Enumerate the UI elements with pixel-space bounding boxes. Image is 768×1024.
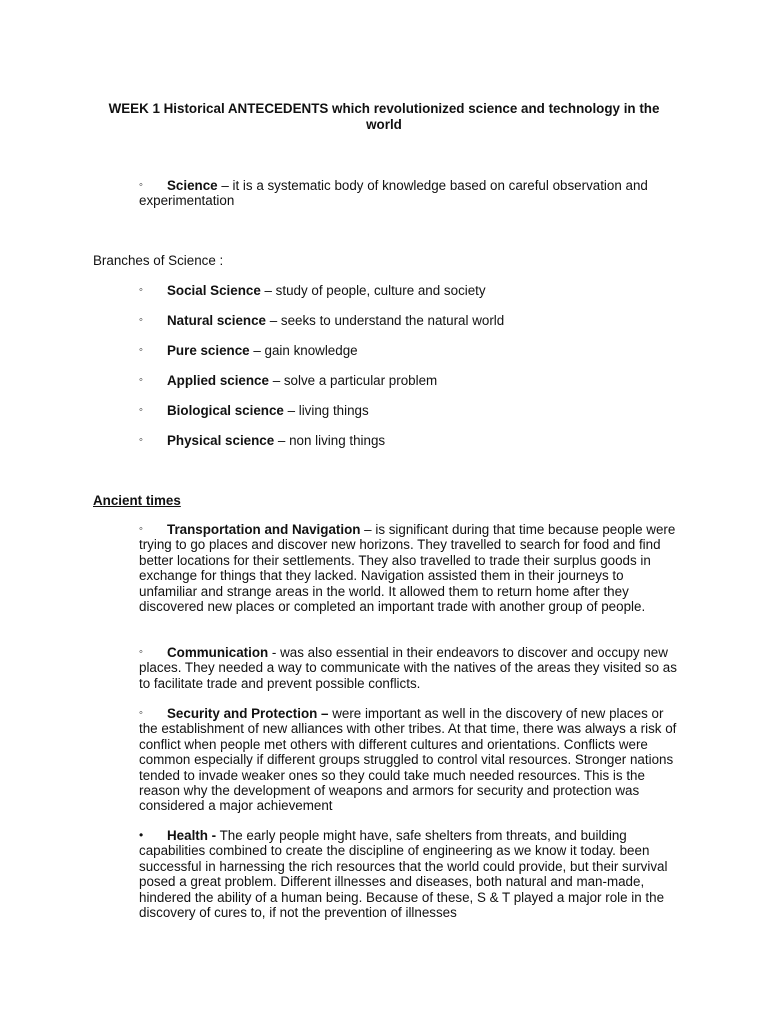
- list-item: [139, 645, 679, 691]
- section-heading-ancient-times: Ancient times: [93, 493, 181, 508]
- bullet-icon: ◦: [139, 344, 143, 356]
- definition-body: – it is a systematic body of knowledge based on careful observation and experimentation: [139, 178, 648, 209]
- branches-heading: Branches of Science :: [93, 253, 224, 268]
- document-title: WEEK 1 Historical ANTECEDENTS which revolutionized science and technology in the world: [108, 101, 660, 132]
- item-term: Security and Protection –: [167, 706, 329, 721]
- bullet-icon: ◦: [139, 434, 143, 446]
- definition-item: [139, 178, 679, 209]
- branch-term: Social Science: [167, 283, 261, 298]
- branch-term: Pure science: [167, 343, 250, 358]
- definition-term: Science: [167, 178, 218, 193]
- branch-description: – study of people, culture and society: [260, 283, 486, 298]
- item-term: Communication: [167, 645, 269, 660]
- item-description: The early people might have, safe shelters from threats, and building capabilities combined to create the discipline of engineering as we know it today. been successful in harnessing the rich resources that the world could provide, but their survival posed a great problem. Different illnesses and diseases, both natural and man-made, hindered the ability of a human being. Because of these, S & T played a major role in the discovery of cures to, if not the prevention of illnesses: [139, 828, 668, 921]
- list-item: [139, 343, 679, 358]
- list-item: [139, 828, 679, 920]
- item-description: – is significant during that time because people were trying to go places and discover new horizons. They travelled to search for food and find better locations for their settlements. They also travelled to trade their surplus goods in exchange for things that they lacked. Navigation assisted them in their journeys to unfamiliar and strange areas in the world. It allowed them to return home after they discovered new places or completed an important trade with another group of people.: [139, 522, 676, 615]
- item-term: Health -: [167, 828, 217, 843]
- branch-term: Biological science: [167, 403, 284, 418]
- bullet-icon: ◦: [139, 284, 143, 296]
- definition-text: [139, 178, 679, 209]
- list-item: [139, 313, 679, 328]
- item-term: Transportation and Navigation: [167, 522, 361, 537]
- bullet-icon: ◦: [139, 179, 143, 191]
- branch-description: – solve a particular problem: [268, 373, 438, 388]
- bullet-icon: ◦: [139, 646, 143, 658]
- bullet-icon: ◦: [139, 314, 143, 326]
- branch-term: Natural science: [167, 313, 266, 328]
- branch-term: Physical science: [167, 433, 275, 448]
- list-item: [139, 283, 679, 298]
- list-item: [139, 522, 679, 614]
- bullet-icon: ◦: [139, 374, 143, 386]
- branch-description: – living things: [283, 403, 369, 418]
- bullet-icon: •: [139, 828, 144, 842]
- branch-description: – seeks to understand the natural world: [266, 313, 505, 328]
- bullet-icon: ◦: [139, 707, 143, 719]
- list-item: [139, 706, 679, 814]
- item-description: were important as well in the discovery of new places or the establishment of new alliances with other tribes. At that time, there was always a risk of conflict when people met others with different cultures and orientations. Conflicts were common especially if different groups struggled to control vital resources. Stronger nations tended to invade weaker ones so they could take much needed resources. This is the reason why the development of weapons and armors for security and protection was considered a major achievement: [139, 706, 677, 814]
- list-item: [139, 373, 679, 388]
- bullet-icon: ◦: [139, 404, 143, 416]
- branch-description: – gain knowledge: [249, 343, 358, 358]
- branch-term: Applied science: [167, 373, 269, 388]
- bullet-icon: ◦: [139, 523, 143, 535]
- list-item: [139, 433, 679, 448]
- item-description: - was also essential in their endeavors to discover and occupy new places. They needed a way to communicate with the natives of the areas they visited so as to facilitate trade and prevent possible conflicts.: [139, 645, 677, 691]
- branch-description: – non living things: [274, 433, 386, 448]
- list-item: [139, 403, 679, 418]
